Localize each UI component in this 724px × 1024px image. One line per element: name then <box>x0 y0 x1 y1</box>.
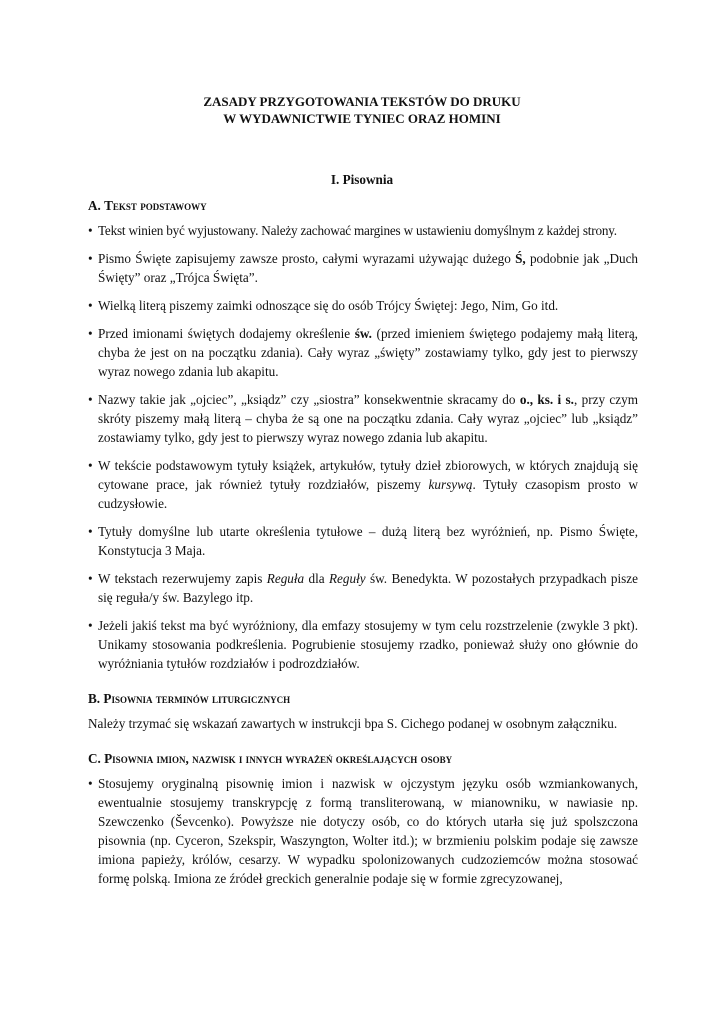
list-item-text: podobnie jak „Duch Święty” oraz „Trójca Święta”. <box>98 251 639 285</box>
list-item-text: (przed imieniem świętego podajemy małą literą, chyba że jest on na początku zdania). Cały wyraz „święty” zostawiamy tylko, gdy jest to pierwszy wyraz nowego zdania lub akapitu. <box>98 326 638 379</box>
bullet-icon: • <box>88 298 93 313</box>
list-item <box>88 324 638 381</box>
bullet-icon: • <box>88 524 93 539</box>
list-item-text: Przed imionami świętych dodajemy określenie <box>98 326 355 341</box>
document-title <box>0 93 724 127</box>
list-item <box>88 390 638 447</box>
list-item-text: Wielką literą piszemy zaimki odnoszące się do osób Trójcy Świętej: Jego, Nim, Go itd. <box>98 298 559 313</box>
bullet-icon: • <box>88 326 93 341</box>
bullet-icon: • <box>88 458 93 473</box>
list-item-bold: św. <box>354 326 372 341</box>
list-item <box>88 249 638 287</box>
list-item-text: św. Benedykta. W pozostałych przypadkach pisze się reguła/y św. Bazylego itp. <box>98 571 638 605</box>
list-item-text: . Tytuły czasopism prosto w cudzysłowie. <box>98 477 638 511</box>
bullet-icon: • <box>88 776 93 791</box>
subsection-a-heading <box>88 196 638 215</box>
list-item <box>88 774 638 888</box>
subsection-b-title: Pisownia terminów liturgicznych <box>103 691 291 706</box>
bullet-icon: • <box>88 251 93 266</box>
list-item-text: dla <box>304 571 329 586</box>
list-item-bold: o., ks. i s. <box>519 392 574 407</box>
subsection-b-heading <box>88 689 638 708</box>
subsection-c-title: Pisownia imion, nazwisk i innych wyrażeń określających osoby <box>104 751 453 766</box>
list-item <box>88 569 638 607</box>
subsection-c-letter: C. <box>88 751 105 766</box>
list-item-text: , przy czym skróty piszemy małą literą – chyba że są one na początku zdania. Cały wyraz „ojciec” lub „ksiądz” zostawiamy tylko, gdy jest to pierwszy wyraz nowego zdania lub akapitu. <box>98 392 638 445</box>
subsection-a-letter: A. <box>88 198 105 213</box>
subsection-a-title: Tekst podstawowy <box>104 198 207 213</box>
list-item-text: W tekście podstawowym tytuły książek, artykułów, tytuły dzieł zbiorowych, w których znajdują się cytowane prace, jak również tytuły rozdziałów, piszemy <box>98 458 638 492</box>
list-item-text: Stosujemy oryginalną pisownię imion i nazwisk w ojczystym języku osób wzmiankowanych, ewentualnie stosujemy transkrypcję z formą transliterowaną, w mianowniku, w nawiasie np. Szewczenko (Ševcenko). Powyższe nie dotyczy osób, co do których utarła się już spolszczona pisownia (np. Cyceron, Szekspir, Waszyngton, Wolter itd.); w brzmieniu polskim podaje się zawsze imiona papieży, królów, cesarzy. W wypadku spolonizowanych cudzoziemców można stosować formę polską. Imiona ze źródeł greckich generalnie podaje się w formie zgrecyzowanej, <box>98 776 638 886</box>
subsection-c-heading <box>88 749 638 768</box>
bullet-icon: • <box>88 571 93 586</box>
bullet-icon: • <box>88 392 93 407</box>
document-body <box>88 196 638 897</box>
list-item-text: Tekst winien być wyjustowany. Należy zachować margines w ustawieniu domyślnym z każdej strony. <box>98 223 617 238</box>
section-heading: I. Pisownia <box>330 172 394 187</box>
bullet-icon: • <box>88 618 93 633</box>
list-item-italic: kursywą <box>428 477 473 492</box>
list-item-text: Jeżeli jakiś tekst ma być wyróżniony, dla emfazy stosujemy w tym celu rozstrzelenie (zwykle 3 pkt). Unikamy stosowania podkreślenia. Pogrubienie stosujemy rzadko, ponieważ służy ono głównie do wyróżniania tytułów rozdziałów i podrozdziałów. <box>98 618 638 671</box>
title-line-2: W WYDAWNICTWIE TYNIEC ORAZ HOMINI <box>223 111 501 126</box>
list-item <box>88 522 638 560</box>
list-item-text: Pismo Święte zapisujemy zawsze prosto, całymi wyrazami używając dużego <box>98 251 516 266</box>
list-item-text: W tekstach rezerwujemy zapis <box>98 571 267 586</box>
list-item <box>88 456 638 513</box>
title-line-1: ZASADY PRZYGOTOWANIA TEKSTÓW DO DRUKU <box>203 94 521 109</box>
list-item <box>88 221 638 240</box>
list-item-italic: Reguła <box>266 571 305 586</box>
subsection-b-letter: B. <box>88 691 104 706</box>
list-item-italic: Reguły <box>329 571 366 586</box>
list-item-text: Nazwy takie jak „ojciec”, „ksiądz” czy „siostra” konsekwentnie skracamy do <box>98 392 520 407</box>
bullet-icon: • <box>88 223 93 238</box>
list-item <box>88 296 638 315</box>
list-item <box>88 616 638 673</box>
list-item-bold: Ś, <box>515 251 526 266</box>
subsection-b-text: Należy trzymać się wskazań zawartych w instrukcji bpa S. Cichego podanej w osobnym załączniku. <box>88 716 618 731</box>
list-item-text: Tytuły domyślne lub utarte określenia tytułowe – dużą literą bez wyróżnień, np. Pismo Święte, Konstytucja 3 Maja. <box>98 524 638 558</box>
